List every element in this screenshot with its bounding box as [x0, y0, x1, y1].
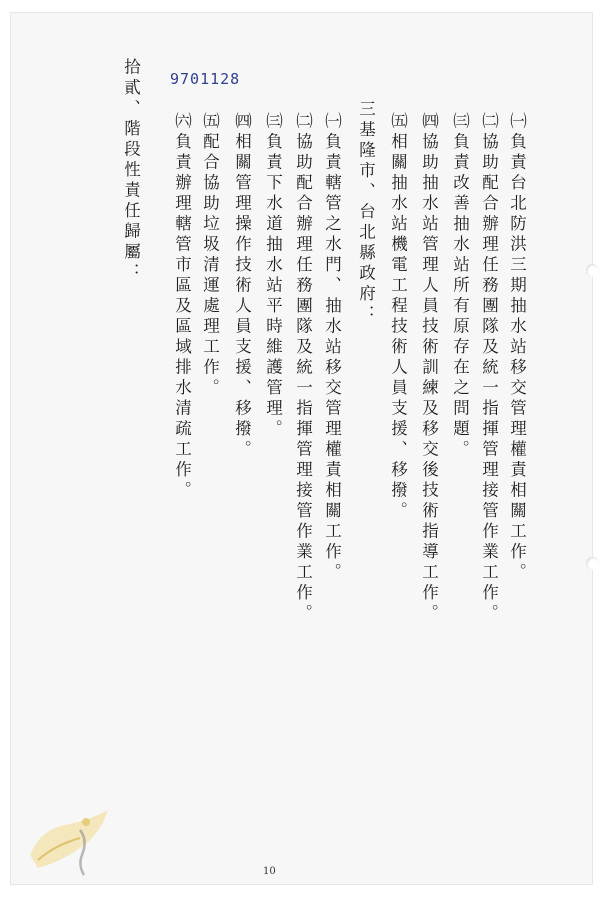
column-item-1-4: ㈣協助抽水站管理人員技術訓練及移交後技術指導工作。 [419, 112, 439, 625]
column-item-3-6: ㈥負責辦理轄管市區及區域排水清疏工作。 [172, 112, 192, 502]
binder-hole [586, 557, 599, 570]
column-item-3-1: ㈠負責轄管之水門、抽水站移交管理權責相關工作。 [322, 112, 342, 584]
column-item-1-3: ㈢負責改善抽水站所有原存在之問題。 [450, 112, 470, 461]
document-stamp-number: 9701128 [170, 70, 241, 88]
column-item-3-5: ㈤配合協助垃圾清運處理工作。 [200, 112, 220, 399]
column-item-3-3: ㈢負責下水道抽水站平時維護管理。 [263, 112, 283, 440]
column-item-1-5: ㈤相關抽水站機電工程技術人員支援、移撥。 [388, 112, 408, 522]
column-item-1-1: ㈠負責台北防洪三期抽水站移交管理權責相關工作。 [507, 112, 527, 584]
column-section-12: 拾貳、階段性責任歸屬： [121, 58, 141, 284]
column-item-3-2: ㈡協助配合辦理任務團隊及統一指揮管理接管作業工作。 [293, 112, 313, 625]
watermark-logo-icon [20, 800, 120, 880]
column-item-3-4: ㈣相關管理操作技術人員支援、移撥。 [232, 112, 252, 461]
binder-hole [586, 264, 599, 277]
column-heading-3: 三基隆市、台北縣政府： [356, 100, 376, 326]
column-item-1-2: ㈡協助配合辦理任務團隊及統一指揮管理接管作業工作。 [479, 112, 499, 625]
page-number: 10 [263, 866, 276, 877]
